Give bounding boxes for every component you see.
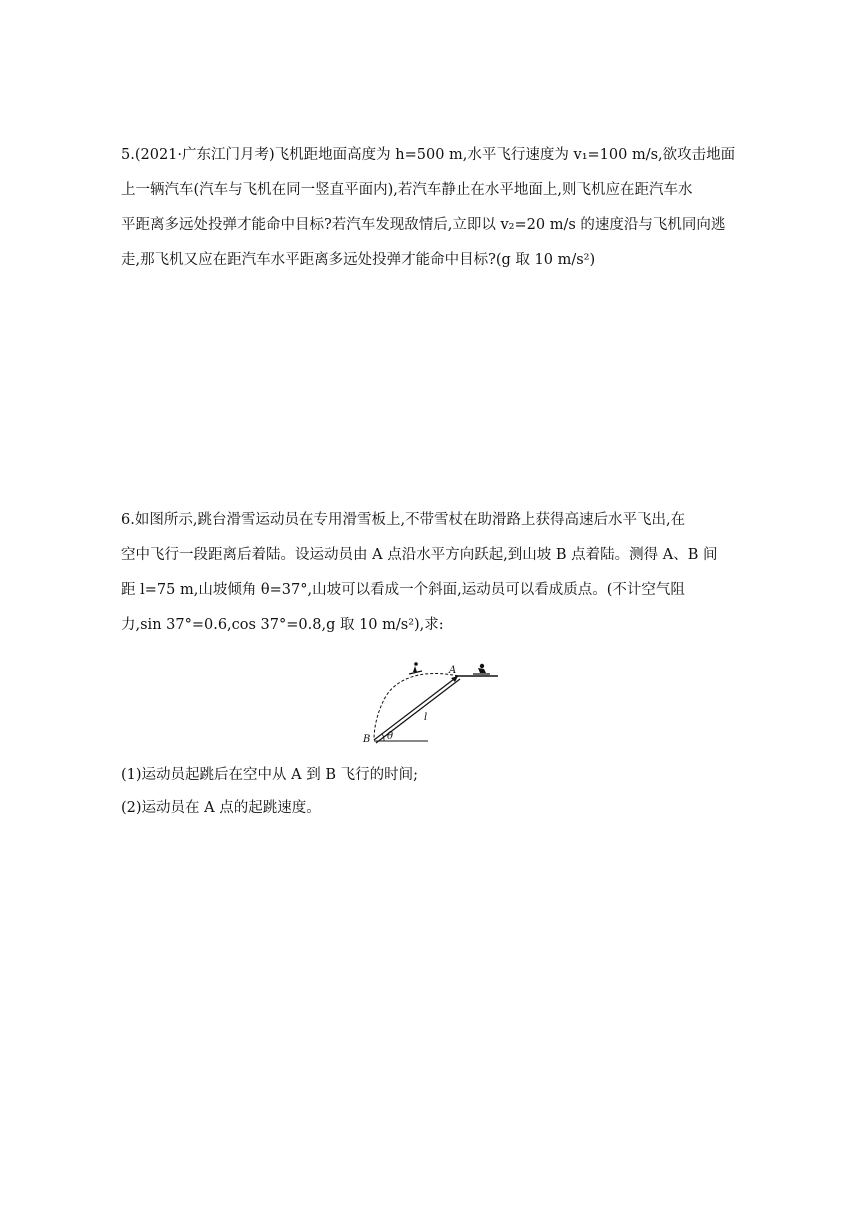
- question-6-line: 力,sin 37°=0.6,cos 37°=0.8,g 取 10 m/s²),求:: [121, 617, 444, 633]
- question-5-line: 走,那飞机又应在距汽车水平距离多远处投弹才能命中目标?(g 取 10 m/s²): [121, 252, 596, 268]
- skier-in-flight-icon: [409, 662, 422, 674]
- question-6: [121, 503, 741, 643]
- question-5: [121, 138, 741, 278]
- label-l: l: [424, 712, 428, 723]
- sub-question-2: (2)运动员在 A 点的起跳速度。: [121, 800, 321, 816]
- skier-at-a-icon: [473, 664, 490, 674]
- question-6-line: 距 l=75 m,山坡倾角 θ=37°,山坡可以看成一个斜面,运动员可以看成质点。(不计空气阻: [121, 582, 685, 598]
- sub-question-1: (1)运动员起跳后在空中从 A 到 B 飞行的时间;: [121, 767, 418, 783]
- question-6-line: 空中飞行一段距离后着陆。设运动员由 A 点沿水平方向跃起,到山坡 B 点着陆。测得 A、B 间: [121, 547, 718, 563]
- question-5-line: 平距离多远处投弹才能命中目标?若汽车发现敌情后,立即以 v₂=20 m/s 的速度沿与飞机同向逃: [121, 217, 726, 233]
- question-6-line: 6.如图所示,跳台滑雪运动员在专用滑雪板上,不带雪杖在助滑路上获得高速后水平飞出,在: [121, 512, 686, 528]
- label-theta: θ: [387, 731, 394, 742]
- question-5-line: 5.(2021·广东江门月考)飞机距地面高度为 h=500 m,水平飞行速度为 v₁=100 m/s,欲攻击地面: [121, 147, 736, 163]
- question-5-line: 上一辆汽车(汽车与飞机在同一竖直平面内),若汽车静止在水平地面上,则飞机应在距汽车水: [121, 182, 693, 198]
- label-b: B: [363, 734, 371, 744]
- ski-jump-diagram: [360, 660, 502, 744]
- label-a: A: [449, 665, 457, 676]
